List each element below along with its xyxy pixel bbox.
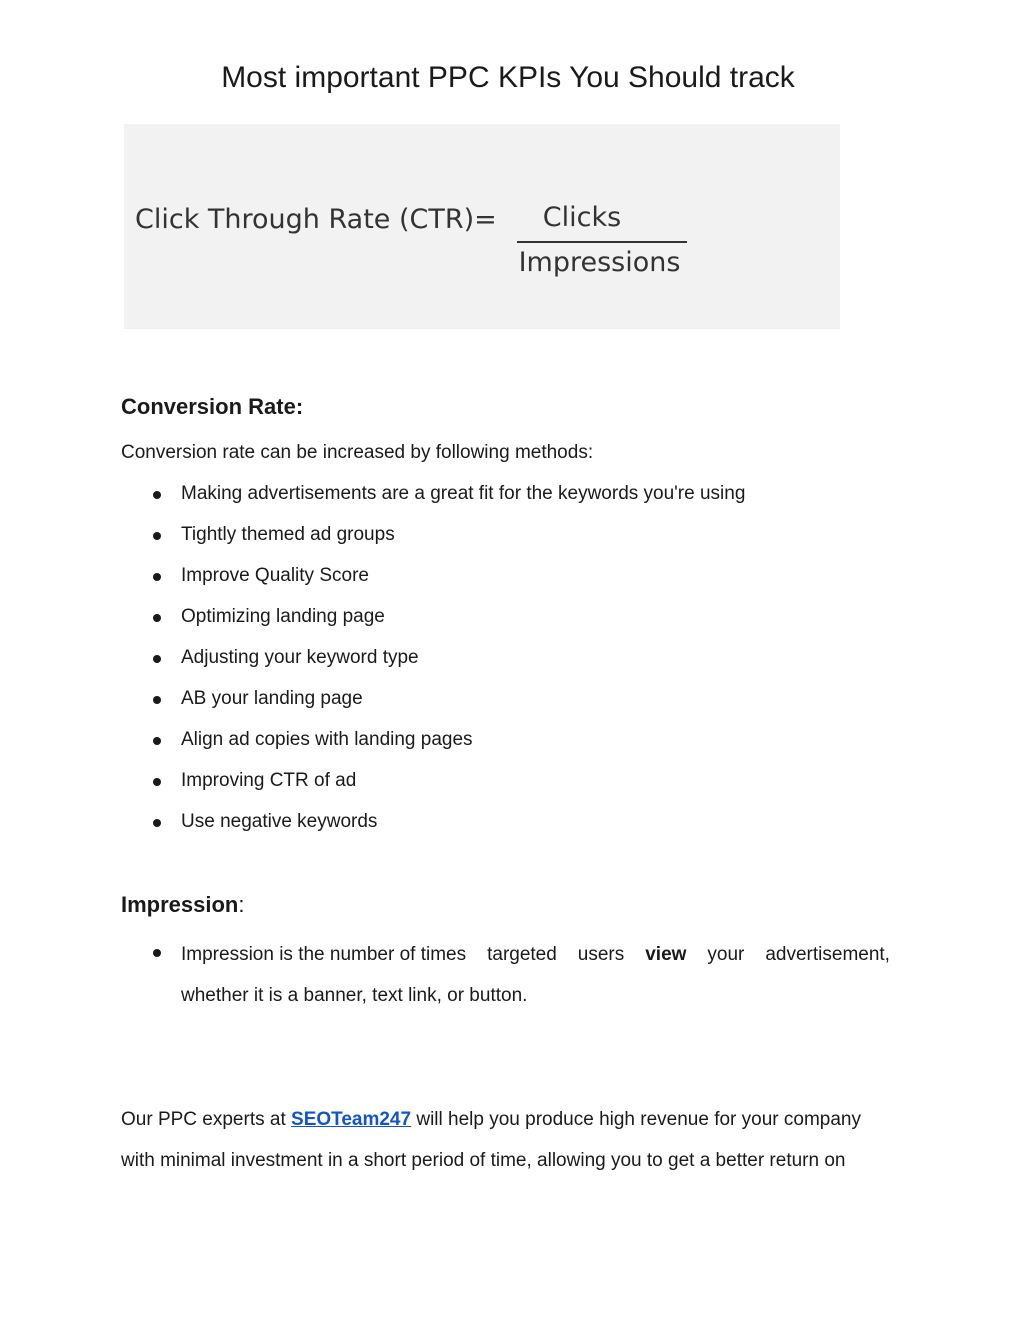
- formula-numerator: Clicks: [542, 202, 622, 233]
- page-title: Most important PPC KPIs You Should track: [221, 61, 795, 94]
- list-item: Adjusting your keyword type: [150, 647, 745, 688]
- bullet-icon: [153, 491, 161, 499]
- impression-line-1: Impression is the number of times targeted users view your advertisement,: [181, 934, 890, 975]
- impression-definition: [150, 934, 890, 1016]
- bullet-icon: [153, 532, 161, 540]
- bullet-icon: [153, 819, 161, 827]
- bullet-icon: [153, 778, 161, 786]
- conversion-intro: Conversion rate can be increased by following methods:: [121, 442, 594, 463]
- formula-denominator: Impressions: [518, 247, 681, 278]
- ctr-formula-image: [124, 124, 840, 329]
- seoteam247-link[interactable]: SEOTeam247: [291, 1109, 412, 1130]
- list-item: AB your landing page: [150, 688, 745, 729]
- closing-paragraph: [121, 1099, 901, 1181]
- bullet-icon: [153, 696, 161, 704]
- impression-heading: Impression:: [121, 892, 245, 917]
- bullet-icon: [153, 949, 161, 957]
- impression-line-2: whether it is a banner, text link, or button.: [181, 985, 528, 1006]
- bullet-icon: [153, 614, 161, 622]
- list-item: Use negative keywords: [150, 811, 745, 852]
- conversion-rate-heading: Conversion Rate:: [121, 394, 304, 419]
- bullet-icon: [153, 573, 161, 581]
- emphasis-view: view: [645, 944, 687, 965]
- closing-line-1: Our PPC experts at SEOTeam247 will help you produce high revenue for your company: [121, 1109, 862, 1130]
- closing-line-2: with minimal investment in a short period of time, allowing you to get a better return on: [121, 1150, 846, 1171]
- bullet-icon: [153, 655, 161, 663]
- formula-label: Click Through Rate (CTR)=: [135, 204, 497, 235]
- list-item: Improve Quality Score: [150, 565, 745, 606]
- list-item: Making advertisements are a great fit for the keywords you're using: [150, 483, 745, 524]
- list-item: Optimizing landing page: [150, 606, 745, 647]
- list-item: Improving CTR of ad: [150, 770, 745, 811]
- conversion-methods-list: [150, 483, 745, 852]
- list-item: Align ad copies with landing pages: [150, 729, 745, 770]
- bullet-icon: [153, 737, 161, 745]
- fraction-bar: [517, 241, 687, 243]
- list-item: Tightly themed ad groups: [150, 524, 745, 565]
